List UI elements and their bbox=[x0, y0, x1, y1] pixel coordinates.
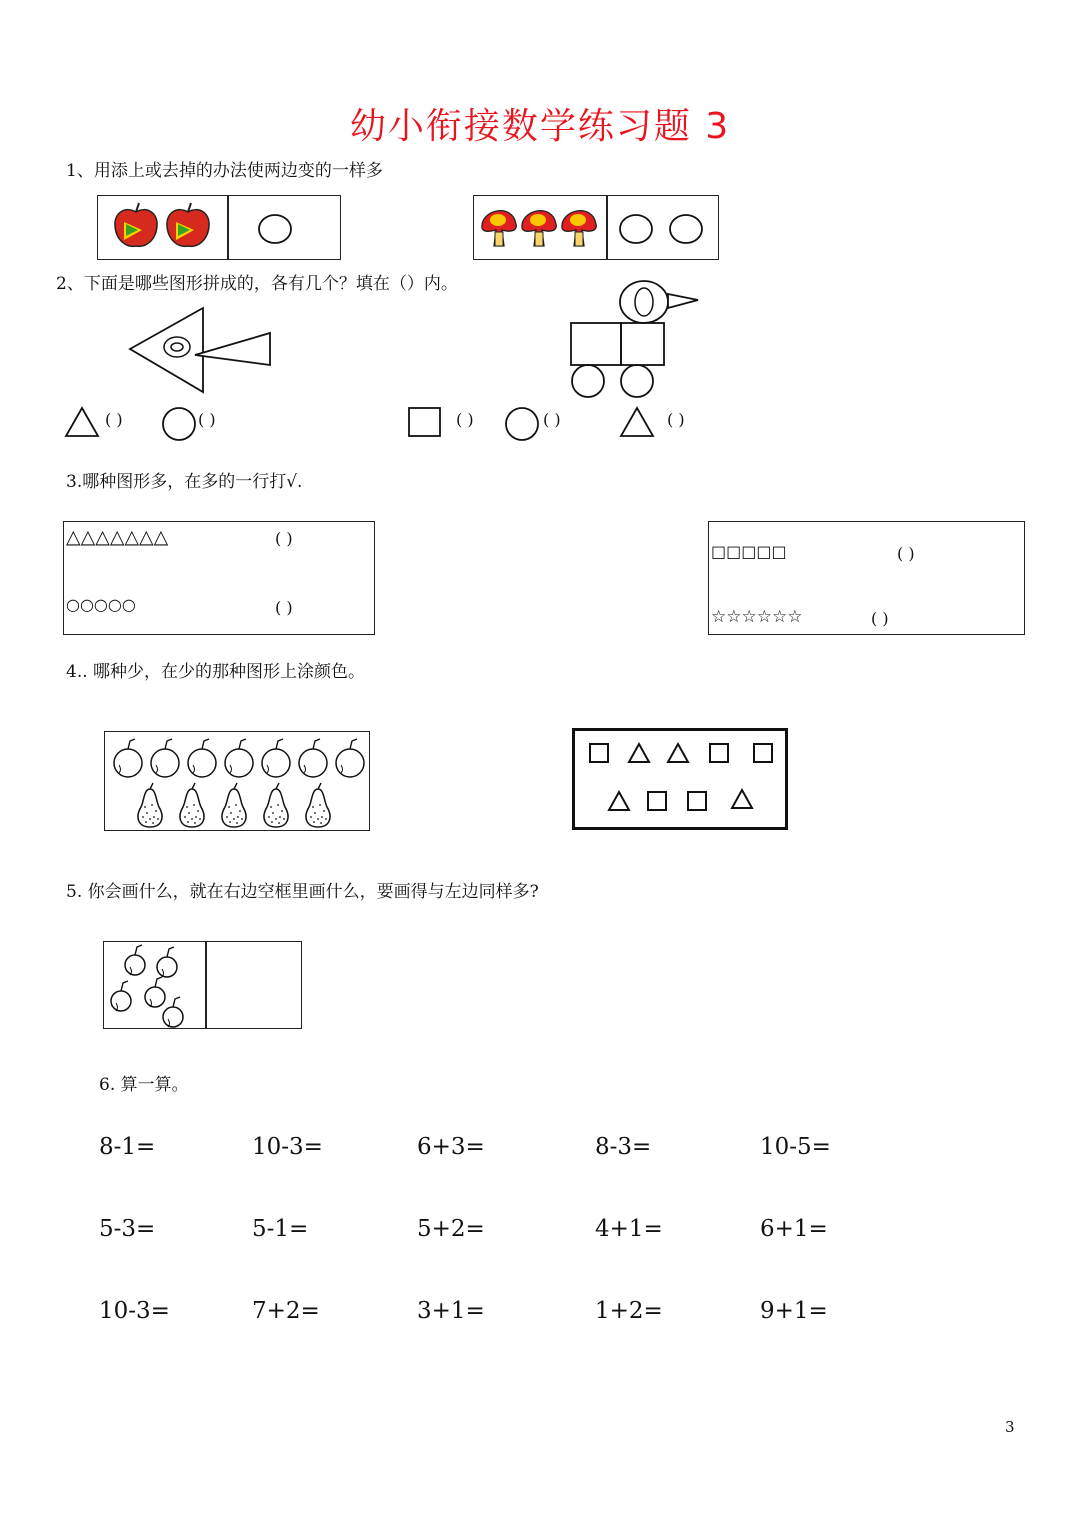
q3-star-row: ☆☆☆☆☆☆ bbox=[711, 607, 803, 627]
square-icon bbox=[688, 792, 706, 810]
q4-shapes bbox=[572, 728, 788, 830]
apple-icon bbox=[299, 739, 327, 777]
math-problem[interactable]: 1+2= bbox=[595, 1298, 663, 1324]
apple-icon bbox=[225, 739, 253, 777]
triangle-icon bbox=[609, 792, 629, 810]
question-4-prompt: 4.. 哪种少，在少的那种图形上涂颜色。 bbox=[66, 662, 366, 682]
apple-icon bbox=[115, 203, 157, 246]
math-problem[interactable]: 10-3= bbox=[99, 1298, 170, 1324]
q1-right-circles bbox=[618, 213, 708, 245]
apple-icon bbox=[145, 977, 165, 1007]
pear-icon bbox=[180, 783, 204, 827]
triangle-icon bbox=[732, 790, 752, 808]
math-problem[interactable]: 6+1= bbox=[760, 1216, 828, 1242]
apple-icon bbox=[336, 739, 364, 777]
pear-icon bbox=[138, 783, 162, 827]
apple-icon bbox=[262, 739, 290, 777]
q5-drawing-area[interactable] bbox=[206, 944, 298, 1026]
math-problem[interactable]: 4+1= bbox=[595, 1216, 663, 1242]
q2-answer-slot[interactable]: ( ) bbox=[667, 410, 685, 429]
math-problem[interactable]: 5-1= bbox=[252, 1216, 309, 1242]
q4-fruits bbox=[104, 731, 370, 831]
q2-answer-slot[interactable]: ( ) bbox=[543, 410, 561, 429]
mushroom-icon bbox=[562, 211, 596, 246]
math-problem[interactable]: 10-5= bbox=[760, 1134, 831, 1160]
q2-answer-slot[interactable]: ( ) bbox=[456, 410, 474, 429]
math-problem[interactable]: 5+2= bbox=[417, 1216, 485, 1242]
q3-circle-row: ○○○○○ bbox=[66, 595, 136, 614]
q1-mushrooms bbox=[478, 200, 608, 255]
q3-answer-slot[interactable]: ( ) bbox=[871, 609, 889, 628]
pear-icon bbox=[306, 783, 330, 827]
q2-duck-figure bbox=[566, 278, 706, 400]
apple-icon bbox=[114, 739, 142, 777]
circle-icon bbox=[161, 406, 197, 442]
math-problem[interactable]: 5-3= bbox=[99, 1216, 156, 1242]
triangle-icon bbox=[668, 744, 688, 762]
question-2-prompt: 2、下面是哪些图形拼成的，各有几个？填在（）内。 bbox=[56, 274, 458, 294]
square-icon bbox=[590, 744, 608, 762]
q3-answer-slot[interactable]: ( ) bbox=[275, 598, 293, 617]
square-icon bbox=[754, 744, 772, 762]
apple-icon bbox=[157, 947, 177, 977]
circle-icon bbox=[504, 406, 540, 442]
question-3-prompt: 3.哪种图形多，在多的一行打√. bbox=[66, 472, 303, 492]
math-problem[interactable]: 6+3= bbox=[417, 1134, 485, 1160]
math-problem[interactable]: 8-1= bbox=[99, 1134, 156, 1160]
question-6-prompt: 6. 算一算。 bbox=[99, 1075, 189, 1095]
math-problem[interactable]: 7+2= bbox=[252, 1298, 320, 1324]
math-problem[interactable]: 3+1= bbox=[417, 1298, 485, 1324]
triangle-icon bbox=[629, 744, 649, 762]
apple-icon bbox=[111, 981, 131, 1011]
apple-icon bbox=[167, 203, 209, 246]
apple-icon bbox=[125, 945, 145, 975]
q3-answer-slot[interactable]: ( ) bbox=[897, 544, 915, 563]
q1-apples bbox=[108, 200, 238, 255]
q3-square-row: □□□□□ bbox=[711, 542, 787, 561]
q5-apples bbox=[103, 941, 203, 1029]
q3-answer-slot[interactable]: ( ) bbox=[275, 529, 293, 548]
pear-icon bbox=[222, 783, 246, 827]
mushroom-icon bbox=[522, 211, 556, 246]
square-icon bbox=[407, 406, 443, 438]
q2-answer-slot[interactable]: ( ) bbox=[198, 410, 216, 429]
q3-triangle-row: △△△△△△△ bbox=[66, 526, 169, 548]
apple-icon bbox=[151, 739, 179, 777]
question-5-prompt: 5. 你会画什么，就在右边空框里画什么，要画得与左边同样多? bbox=[66, 882, 539, 902]
math-problem[interactable]: 10-3= bbox=[252, 1134, 323, 1160]
mushroom-icon bbox=[482, 211, 516, 246]
page-number: 3 bbox=[1005, 1418, 1015, 1436]
question-1-prompt: 1、用添上或去掉的办法使两边变的一样多 bbox=[66, 161, 383, 181]
apple-icon bbox=[188, 739, 216, 777]
triangle-icon bbox=[619, 406, 657, 438]
math-problem[interactable]: 8-3= bbox=[595, 1134, 652, 1160]
triangle-icon bbox=[64, 406, 102, 438]
math-problem[interactable]: 9+1= bbox=[760, 1298, 828, 1324]
q2-fish-figure bbox=[125, 305, 275, 395]
q2-answer-slot[interactable]: ( ) bbox=[105, 410, 123, 429]
page-title: 幼小衔接数学练习题 3 bbox=[349, 106, 731, 147]
apple-icon bbox=[163, 997, 183, 1027]
square-icon bbox=[648, 792, 666, 810]
square-icon bbox=[710, 744, 728, 762]
q1-left-circle bbox=[258, 213, 294, 245]
pear-icon bbox=[264, 783, 288, 827]
